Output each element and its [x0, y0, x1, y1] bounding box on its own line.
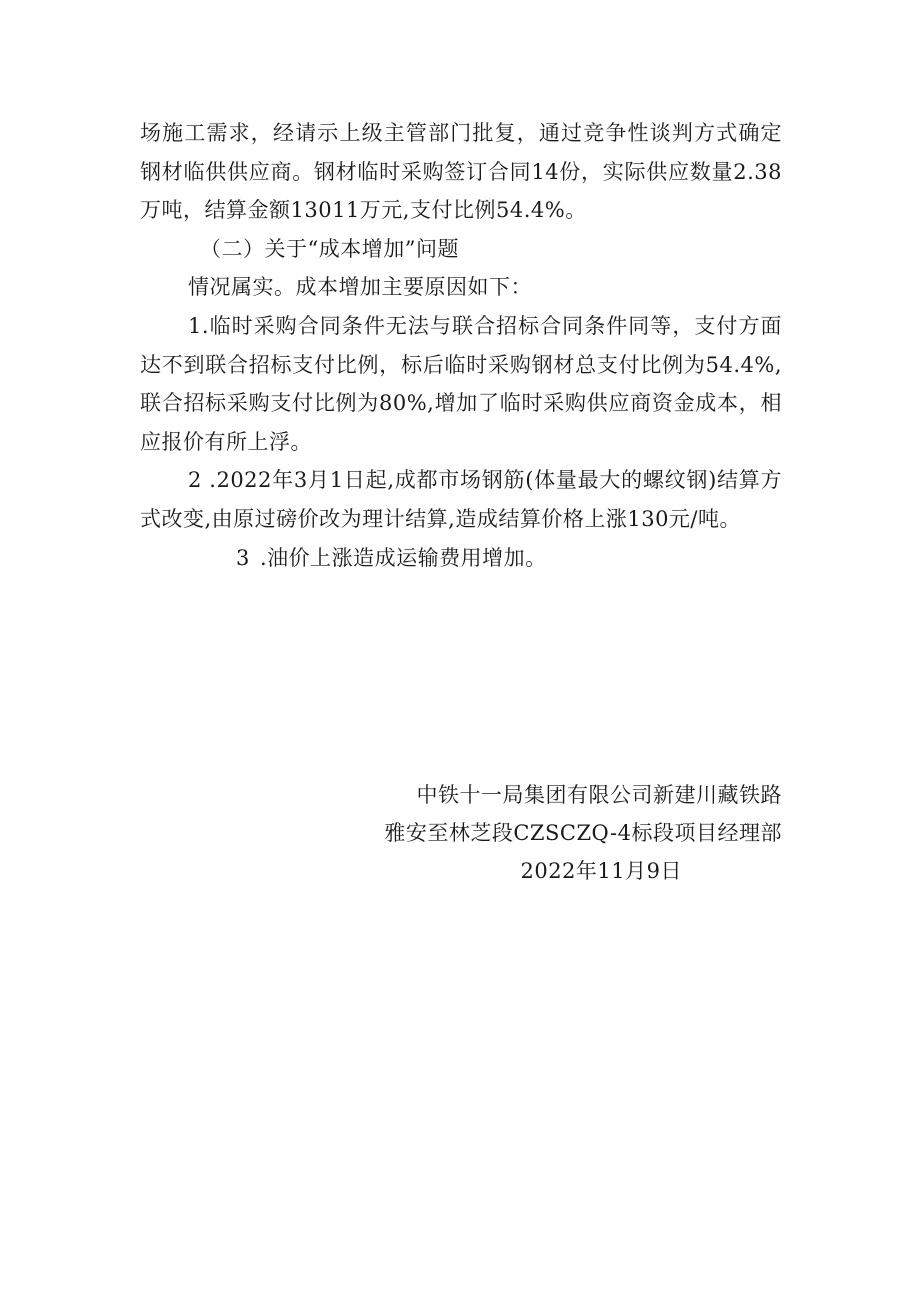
list-item-1: 1.临时采购合同条件无法与联合招标合同条件同等，支付方面达不到联合招标支付比例，标后临时采购钢材总支付比例为54.4%,联合招标采购支付比例为80%,增加了临时采购供应商资金成本，相应报价有所上浮。 — [140, 313, 782, 454]
section-heading: （二）关于“成本增加”问题 — [200, 236, 459, 261]
signature-org-line-2: 雅安至林芝段CZSCZQ-4标段项目经理部 — [384, 821, 782, 845]
paragraph-intro: 场施工需求，经请示上级主管部门批复，通过竞争性谈判方式确定钢材临供供应商。钢材临时采购签订合同14份，实际供应数量2.38万吨，结算金额13011万元,支付比例54.4%。 — [140, 121, 782, 223]
signature-date: 2022年11月9日 — [520, 859, 682, 883]
signature-block — [330, 776, 782, 890]
signature-org-line-1: 中铁十一局集团有限公司新建川藏铁路 — [416, 783, 782, 807]
list-item-3 — [140, 539, 782, 578]
paragraph-situation: 情况属实。成本增加主要原因如下： — [188, 275, 532, 300]
list-item-3-number: 3 — [236, 545, 250, 570]
list-item-2: 2 .2022年3月1日起,成都市场钢筋(体量最大的螺纹钢)结算方式改变,由原过磅价改为理计结算,造成结算价格上涨130元/吨。 — [140, 468, 782, 531]
document-body — [140, 114, 782, 577]
list-item-3-text: .油价上涨造成运输费用增加。 — [260, 545, 547, 570]
